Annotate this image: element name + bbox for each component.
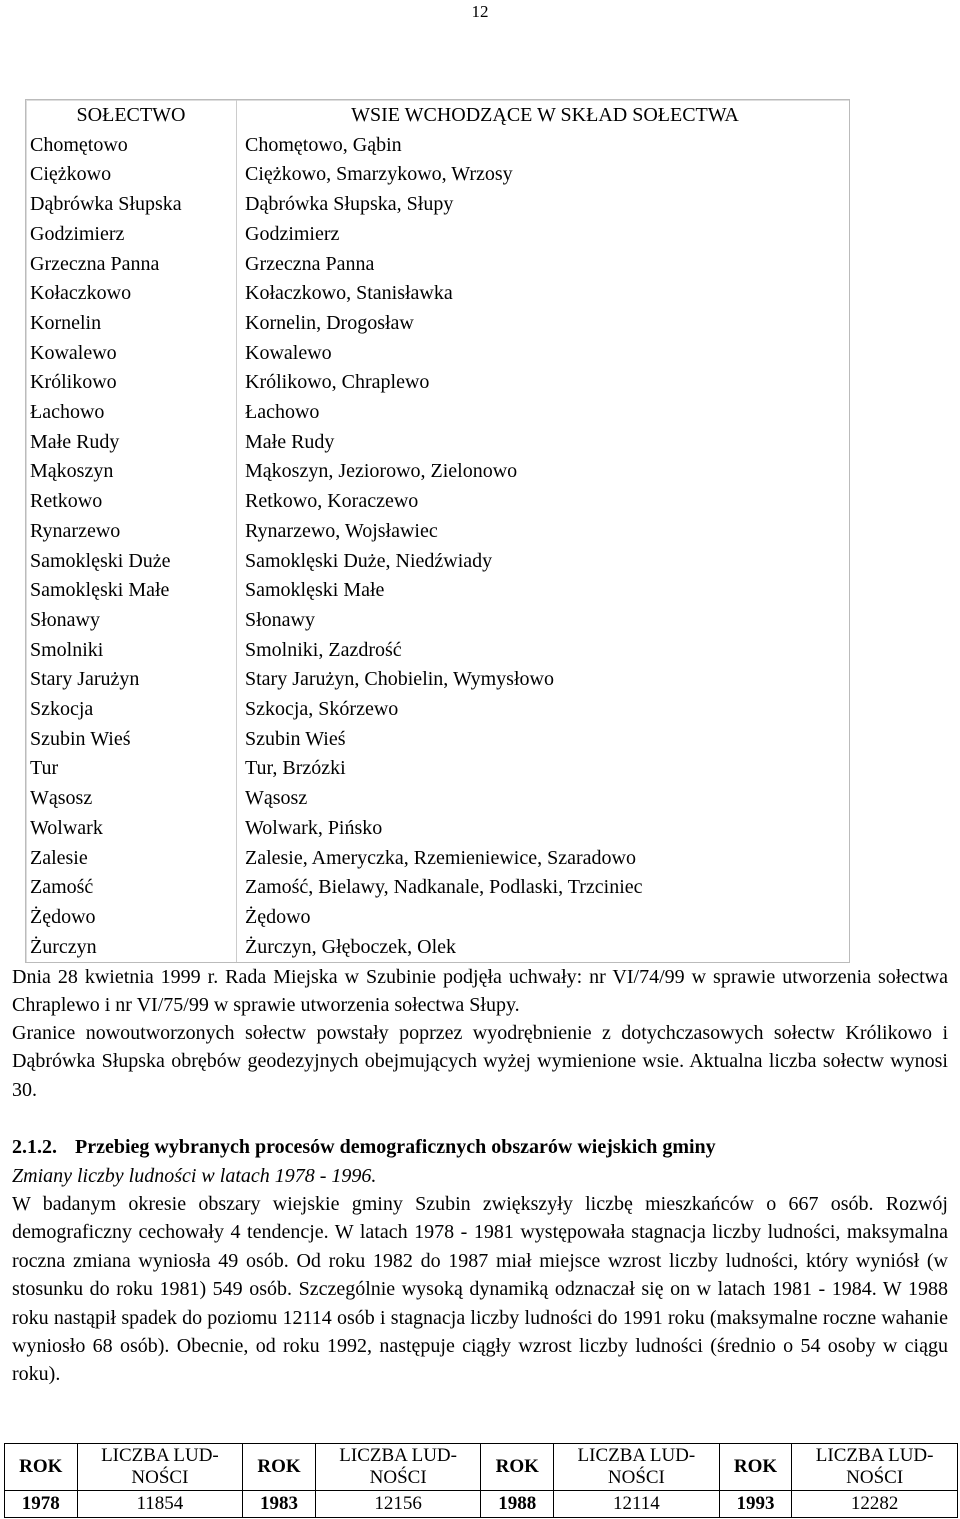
- wsie-cell: Zalesie, Ameryczka, Rzemieniewice, Szaradowo: [245, 846, 636, 869]
- paragraph-granice: Granice nowoutworzonych sołectw powstały poprzez wyodrębnienie z dotychczasowych sołectw Królikowo i Dąbrówka Słupska obrębów geodezyjnych obejmujących wyżej wymienione wsie. Aktualna liczba sołectw wynosi 30.: [12, 1022, 948, 1101]
- table-row: [26, 160, 849, 190]
- year-cell: 1978: [5, 1491, 78, 1518]
- table-row: [26, 814, 849, 844]
- population-cell: 11854: [77, 1491, 243, 1518]
- table-row: [26, 873, 849, 903]
- table-row: [26, 606, 849, 636]
- table-row: [26, 487, 849, 517]
- wsie-cell: Kowalewo: [245, 341, 332, 364]
- table-row: [26, 725, 849, 755]
- year-cell: 1993: [719, 1491, 792, 1518]
- section-title: Przebieg wybranych procesów demograficznych obszarów wiejskich gminy: [75, 1136, 716, 1158]
- solectwo-cell: Żurczyn: [26, 933, 237, 963]
- table-row: [26, 844, 849, 874]
- wsie-cell: Kornelin, Drogosław: [245, 311, 414, 334]
- header-liczba-line2: NOŚCI: [369, 1467, 427, 1488]
- population-cell: 12156: [315, 1491, 481, 1518]
- wsie-cell: Dąbrówka Słupska, Słupy: [245, 193, 454, 216]
- table-row: [26, 695, 849, 725]
- header-liczba: [77, 1444, 243, 1491]
- header-rok: ROK: [481, 1444, 554, 1491]
- solectwo-cell: Mąkoszyn: [26, 457, 237, 487]
- solectwo-cell: Kowalewo: [26, 339, 237, 369]
- wsie-cell: Tur, Brzózki: [245, 757, 346, 780]
- table-row: [26, 428, 849, 458]
- table-row: [26, 279, 849, 309]
- wsie-cell: Stary Jarużyn, Chobielin, Wymysłowo: [245, 668, 554, 691]
- year-cell: 1983: [243, 1491, 316, 1518]
- solectwo-cell: Stary Jarużyn: [26, 665, 237, 695]
- table-row: [26, 368, 849, 398]
- section-number: 2.1.2.: [12, 1136, 57, 1158]
- table-row: [26, 784, 849, 814]
- header-liczba-line1: LICZBA LUD-: [577, 1445, 696, 1466]
- wsie-cell: Kołaczkowo, Stanisławka: [245, 282, 453, 305]
- solectwo-cell: Szubin Wieś: [26, 725, 237, 755]
- table-row: [26, 933, 849, 963]
- solectwo-cell: Królikowo: [26, 368, 237, 398]
- wsie-cell: Retkowo, Koraczewo: [245, 490, 419, 513]
- solectwo-cell: Chomętowo: [26, 131, 237, 161]
- header-liczba-line2: NOŚCI: [131, 1467, 189, 1488]
- solectwo-cell: Smolniki: [26, 636, 237, 666]
- wsie-cell: Grzeczna Panna: [245, 252, 375, 275]
- solectwo-cell: Zamość: [26, 873, 237, 903]
- wsie-cell: Smolniki, Zazdrość: [245, 638, 402, 661]
- column-header-solectwo: SOŁECTWO: [26, 100, 237, 131]
- solectwo-cell: Retkowo: [26, 487, 237, 517]
- solectwo-cell: Godzimierz: [26, 220, 237, 250]
- table-row: [26, 250, 849, 280]
- population-table: [4, 1443, 958, 1518]
- solectwo-cell: Małe Rudy: [26, 428, 237, 458]
- wsie-cell: Samoklęski Duże, Niedźwiady: [245, 549, 493, 572]
- solectwo-cell: Wolwark: [26, 814, 237, 844]
- wsie-cell: Zamość, Bielawy, Nadkanale, Podlaski, Trzciniec: [245, 876, 643, 899]
- table-row: [26, 636, 849, 666]
- paragraph-demografia: W badanym okresie obszary wiejskie gminy Szubin zwiększyły liczbę mieszkańców o 667 osób. Rozwój demograficzny cechowały 4 tendencje. W latach 1978 - 1981 występowała stagnacja liczby ludności, maksymalna roczna zmiana wyniosła 49 osób. Od roku 1982 do 1987 miał miejsce wzrost liczby ludności, który wyniósł (w stosunku do roku 1981) 549 osób. Szczególnie wysoką dynamiką odznaczał się on w latach 1981 - 1984. W 1988 roku nastąpił spadek do poziomu 12114 osób i stagnacja liczby ludności do 1991 roku (maksymalne roczne wahanie wyniosło 68 osób). Obecnie, od roku 1992, następuje ciągły wzrost liczby ludności (średnio o 54 osoby w ciągu roku).: [12, 1193, 948, 1386]
- solectwo-cell: Wąsosz: [26, 784, 237, 814]
- wsie-cell: Wolwark, Pińsko: [245, 816, 383, 839]
- column-header-wsie: WSIE WCHODZĄCE W SKŁAD SOŁECTWA: [351, 104, 739, 126]
- solectwo-cell: Łachowo: [26, 398, 237, 428]
- solectwo-cell: Żędowo: [26, 903, 237, 933]
- solectwo-cell: Tur: [26, 754, 237, 784]
- solectwo-cell: Kołaczkowo: [26, 279, 237, 309]
- table-row: [26, 903, 849, 933]
- population-cell: 12114: [554, 1491, 720, 1518]
- header-liczba-line1: LICZBA LUD-: [339, 1445, 457, 1466]
- solectwo-cell: Kornelin: [26, 309, 237, 339]
- table-row: [26, 576, 849, 606]
- population-values-row: [5, 1491, 958, 1518]
- solectwo-cell: Samoklęski Duże: [26, 547, 237, 577]
- solectwo-cell: Zalesie: [26, 844, 237, 874]
- header-liczba: [554, 1444, 720, 1491]
- table-row: [26, 131, 849, 161]
- solectwo-cell: Dąbrówka Słupska: [26, 190, 237, 220]
- table-row: [26, 309, 849, 339]
- header-rok: ROK: [5, 1444, 78, 1491]
- table-row: [26, 754, 849, 784]
- section-heading: [12, 1133, 716, 1161]
- wsie-cell: Słonawy: [245, 608, 315, 631]
- population-header-row: [5, 1444, 958, 1491]
- header-liczba: [315, 1444, 481, 1491]
- table-row: [26, 457, 849, 487]
- header-liczba-line1: LICZBA LUD-: [815, 1445, 934, 1466]
- wsie-cell: Małe Rudy: [245, 430, 335, 453]
- wsie-cell: Wąsosz: [245, 787, 308, 810]
- header-liczba-line2: NOŚCI: [607, 1467, 665, 1488]
- table-row: [26, 339, 849, 369]
- wsie-cell: Łachowo: [245, 401, 320, 424]
- solectwo-cell: Szkocja: [26, 695, 237, 725]
- year-cell: 1988: [481, 1491, 554, 1518]
- wsie-cell: Mąkoszyn, Jeziorowo, Zielonowo: [245, 460, 518, 483]
- solectwo-cell: Grzeczna Panna: [26, 250, 237, 280]
- wsie-cell: Rynarzewo, Wojsławiec: [245, 519, 438, 542]
- table-row: [26, 517, 849, 547]
- solectwa-table: [25, 99, 850, 963]
- section-subtitle: Zmiany liczby ludności w latach 1978 - 1996.: [12, 1165, 377, 1187]
- wsie-cell: Szubin Wieś: [245, 727, 346, 750]
- population-cell: 12282: [792, 1491, 958, 1518]
- header-rok: ROK: [243, 1444, 316, 1491]
- table-row: [26, 547, 849, 577]
- solectwo-cell: Samoklęski Małe: [26, 576, 237, 606]
- header-liczba: [792, 1444, 958, 1491]
- table-row: [26, 398, 849, 428]
- wsie-cell: Ciężkowo, Smarzykowo, Wrzosy: [245, 163, 513, 186]
- wsie-cell: Królikowo, Chraplewo: [245, 371, 430, 394]
- header-liczba-line2: NOŚCI: [846, 1467, 904, 1488]
- solectwo-cell: Rynarzewo: [26, 517, 237, 547]
- wsie-cell: Żurczyn, Głęboczek, Olek: [245, 935, 457, 958]
- table-row: [26, 220, 849, 250]
- wsie-cell: Szkocja, Skórzewo: [245, 698, 399, 721]
- wsie-cell: Godzimierz: [245, 222, 340, 245]
- table-row: [26, 665, 849, 695]
- header-rok: ROK: [719, 1444, 792, 1491]
- table-header-row: [26, 100, 849, 131]
- wsie-cell: Chomętowo, Gąbin: [245, 133, 402, 156]
- page-number: 12: [471, 2, 489, 21]
- wsie-cell: Samoklęski Małe: [245, 579, 385, 602]
- paragraph-uchwaly: Dnia 28 kwietnia 1999 r. Rada Miejska w Szubinie podjęła uchwały: nr VI/74/99 w sprawie utworzenia sołectwa Chraplewo i nr VI/75/99 w sprawie utworzenia sołectwa Słupy.: [12, 966, 948, 1017]
- table-row: [26, 190, 849, 220]
- header-liczba-line1: LICZBA LUD-: [101, 1445, 219, 1466]
- solectwo-cell: Słonawy: [26, 606, 237, 636]
- solectwo-cell: Ciężkowo: [26, 160, 237, 190]
- wsie-cell: Żędowo: [245, 905, 311, 928]
